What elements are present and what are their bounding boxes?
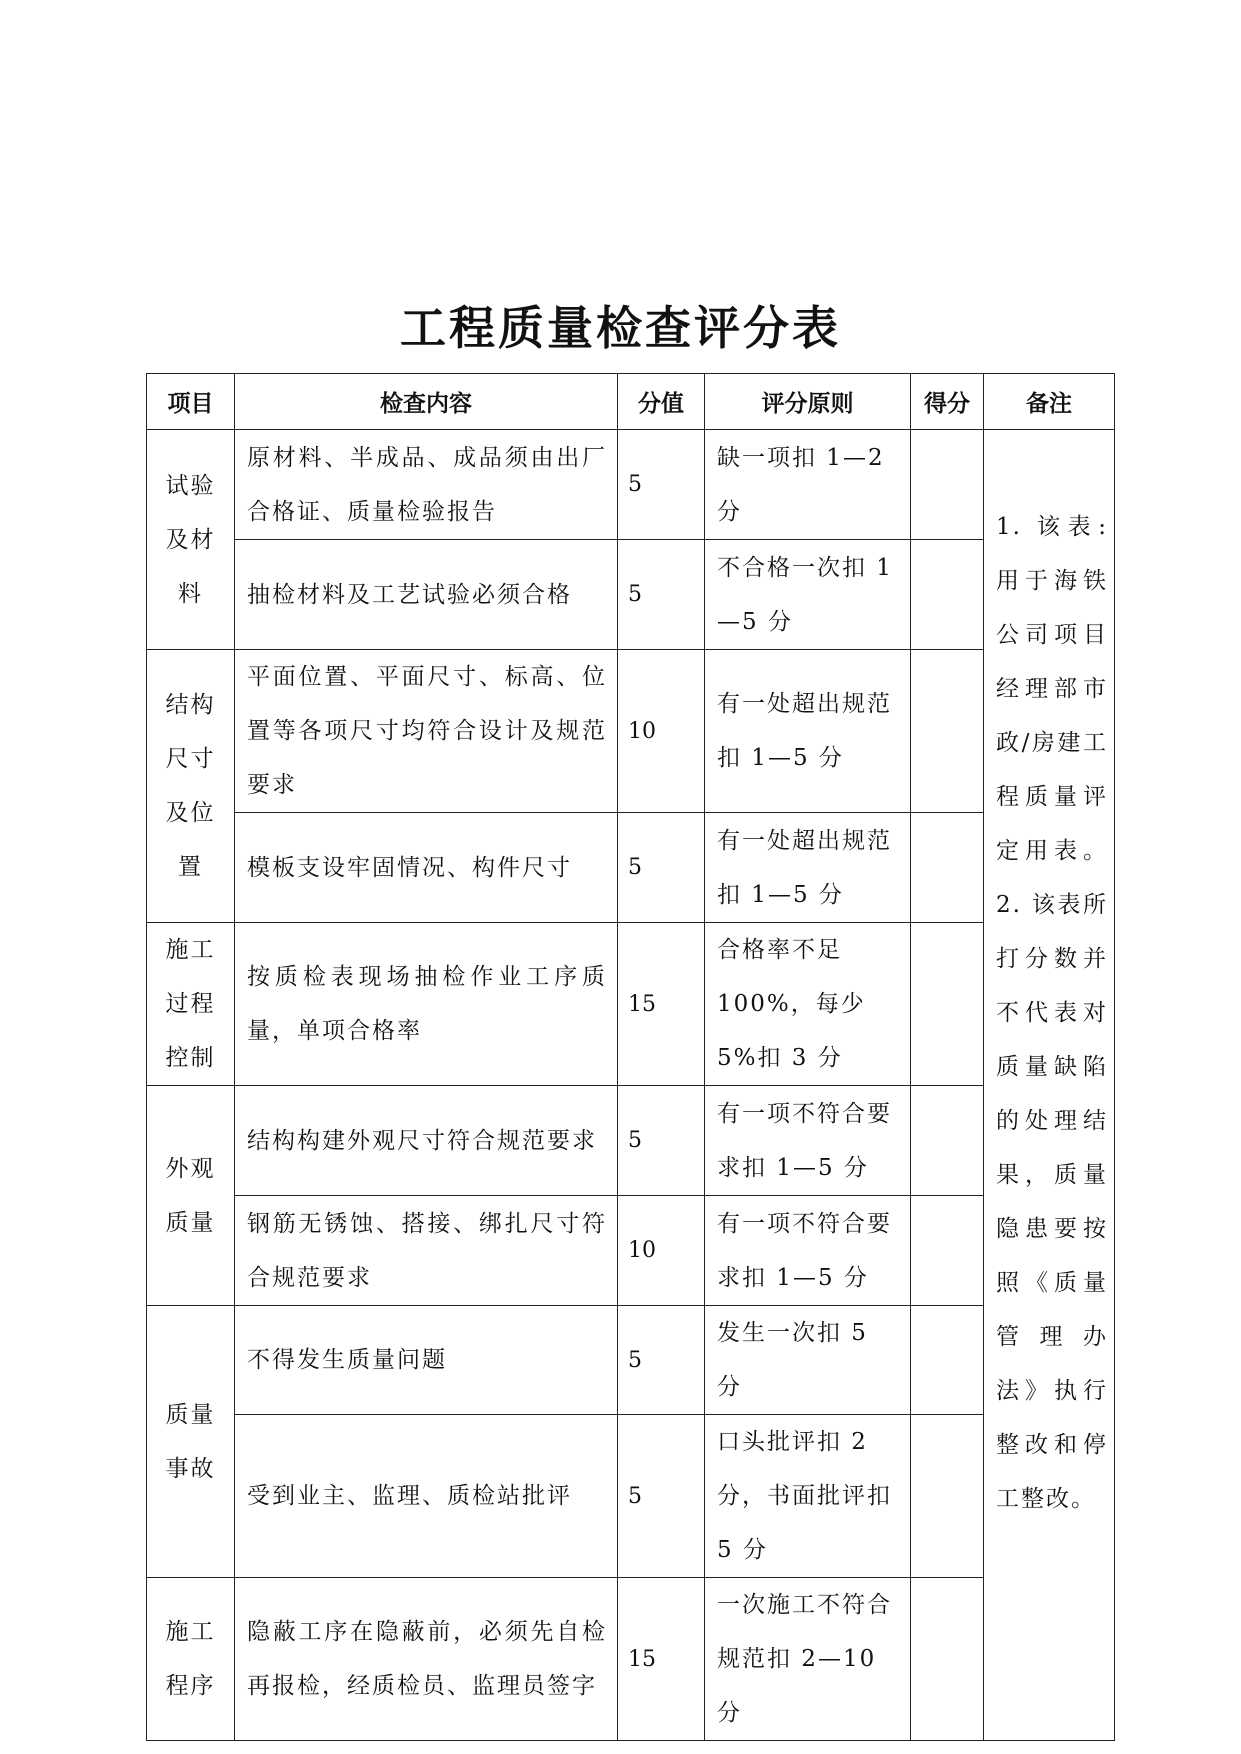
- gotten-cell[interactable]: [911, 1306, 984, 1415]
- rule-cell: 一次施工不符合规范扣 2—10 分: [705, 1578, 911, 1741]
- category-cell: [147, 430, 235, 650]
- gotten-cell[interactable]: [911, 1415, 984, 1578]
- score-cell: 5: [618, 1086, 705, 1196]
- table-row: [147, 430, 1115, 540]
- rule-cell: 合格率不足 100%，每少 5%扣 3 分: [705, 923, 911, 1086]
- category-label: 质量事故: [165, 1401, 216, 1482]
- score-cell: 15: [618, 923, 705, 1086]
- gotten-cell[interactable]: [911, 923, 984, 1086]
- rule-cell: 口头批评扣 2 分，书面批评扣 5 分: [705, 1415, 911, 1578]
- gotten-cell[interactable]: [911, 1086, 984, 1196]
- table-row: [147, 813, 1115, 923]
- rule-cell: 有一处超出规范扣 1—5 分: [705, 650, 911, 813]
- score-cell: 10: [618, 650, 705, 813]
- gotten-cell[interactable]: [911, 813, 984, 923]
- header-item: 项目: [147, 374, 235, 430]
- gotten-cell[interactable]: [911, 650, 984, 813]
- content-cell: 抽检材料及工艺试验必须合格: [235, 540, 618, 650]
- score-cell: 5: [618, 1415, 705, 1578]
- content-cell: 结构构建外观尺寸符合规范要求: [235, 1086, 618, 1196]
- category-cell: [147, 1086, 235, 1306]
- content-cell: 隐蔽工序在隐蔽前，必须先自检再报检，经质检员、监理员签字: [235, 1578, 618, 1741]
- page-title: 工程质量检查评分表: [400, 301, 841, 355]
- content-cell: 受到业主、监理、质检站批评: [235, 1415, 618, 1578]
- table-header-row: [147, 374, 1115, 430]
- content-cell: 平面位置、平面尺寸、标高、位置等各项尺寸均符合设计及规范要求: [235, 650, 618, 813]
- table-row: [147, 1086, 1115, 1196]
- score-cell: 15: [618, 1578, 705, 1741]
- gotten-cell[interactable]: [911, 1578, 984, 1741]
- rule-cell: 发生一次扣 5 分: [705, 1306, 911, 1415]
- category-cell: [147, 1578, 235, 1741]
- table-row: [147, 923, 1115, 1086]
- header-remark: 备注: [984, 374, 1115, 430]
- category-cell: [147, 1306, 235, 1578]
- category-label: 施工过程控制: [165, 937, 216, 1071]
- inspection-score-table: [146, 373, 1115, 1741]
- score-cell: 5: [618, 430, 705, 540]
- content-cell: 不得发生质量问题: [235, 1306, 618, 1415]
- category-label: 施工程序: [165, 1619, 216, 1699]
- score-cell: 10: [618, 1196, 705, 1306]
- rule-cell: 有一项不符合要求扣 1—5 分: [705, 1196, 911, 1306]
- category-cell: [147, 650, 235, 923]
- category-cell: [147, 923, 235, 1086]
- gotten-cell[interactable]: [911, 1196, 984, 1306]
- header-score: 分值: [618, 374, 705, 430]
- header-gotten: 得分: [911, 374, 984, 430]
- score-cell: 5: [618, 1306, 705, 1415]
- score-cell: 5: [618, 813, 705, 923]
- header-content: 检查内容: [235, 374, 618, 430]
- table-row: [147, 1196, 1115, 1306]
- table-row: [147, 1578, 1115, 1741]
- table-row: [147, 650, 1115, 813]
- remark-cell: 1. 该表:用于海铁公司项目经理部市政/房建工程质量评定用表。2. 该表所打分数并不代表对质量缺陷的处理结果，质量隐患要按照《质量管理办法》执行整改和停工整改。: [984, 430, 1115, 1741]
- category-label: 试验及材料: [165, 472, 216, 607]
- gotten-cell[interactable]: [911, 430, 984, 540]
- score-cell: 5: [618, 540, 705, 650]
- content-cell: 模板支设牢固情况、构件尺寸: [235, 813, 618, 923]
- rule-cell: 缺一项扣 1—2 分: [705, 430, 911, 540]
- category-label: 外观质量: [165, 1155, 216, 1236]
- content-cell: 钢筋无锈蚀、搭接、绑扎尺寸符合规范要求: [235, 1196, 618, 1306]
- rule-cell: 有一项不符合要求扣 1—5 分: [705, 1086, 911, 1196]
- content-cell: 原材料、半成品、成品须由出厂合格证、质量检验报告: [235, 430, 618, 540]
- gotten-cell[interactable]: [911, 540, 984, 650]
- rule-cell: 有一处超出规范扣 1—5 分: [705, 813, 911, 923]
- rule-cell: 不合格一次扣 1—5 分: [705, 540, 911, 650]
- table-row: [147, 1306, 1115, 1415]
- header-rule: 评分原则: [705, 374, 911, 430]
- category-label: 结构尺寸及位置: [165, 692, 216, 880]
- content-cell: 按质检表现场抽检作业工序质量，单项合格率: [235, 923, 618, 1086]
- table-row: [147, 1415, 1115, 1578]
- table-row: [147, 540, 1115, 650]
